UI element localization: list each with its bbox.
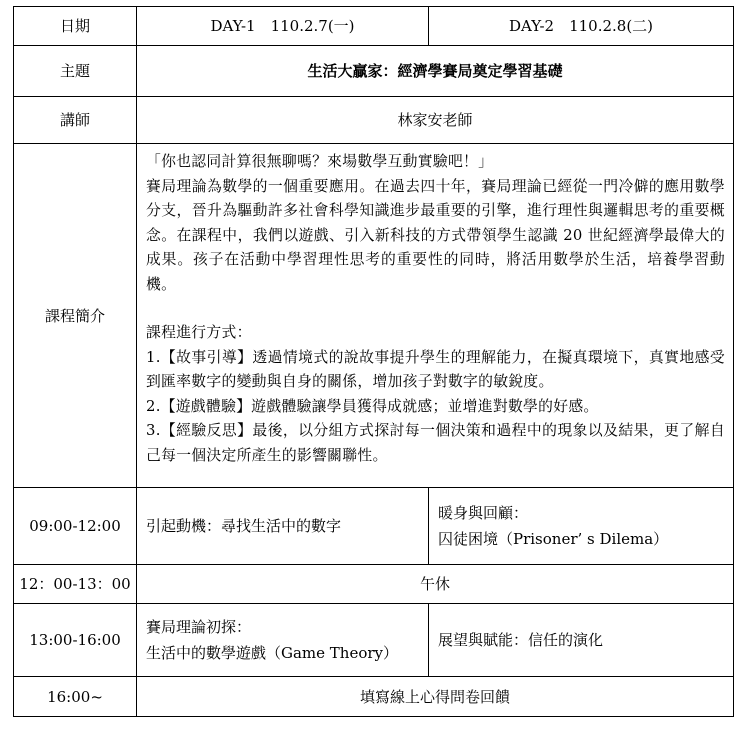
time-slot: 16:00~	[14, 677, 137, 717]
lecturer-value: 林家安老師	[137, 97, 734, 144]
schedule-row-afternoon	[14, 604, 734, 677]
session-line: 賽局理論初探：	[146, 618, 252, 636]
schedule-row-morning	[14, 488, 734, 565]
session-line: 展望與賦能：信任的演化	[438, 631, 604, 649]
time-slot: 12：00-13：00	[14, 565, 137, 604]
method-item-3: 3.【經驗反思】最後，以分組方式探討每一個決策和過程中的現象以及結果，更了解自己每一個決定所產生的影響關聯性。	[146, 422, 725, 464]
intro-quote: 「你也認同計算很無聊嗎？來場數學互動實驗吧！」	[146, 153, 494, 170]
theme-value: 生活大贏家：經濟學賽局奠定學習基礎	[137, 46, 734, 97]
intro-row	[14, 144, 734, 488]
theme-row	[14, 46, 734, 97]
feedback-session: 填寫線上心得問卷回饋	[137, 677, 734, 717]
session-line: 暖身與回顧：	[438, 504, 529, 522]
intro-content	[137, 144, 734, 488]
day2-date: DAY-2 110.2.8(二)	[429, 7, 734, 46]
lunch-session: 午休	[137, 565, 734, 604]
day2-session	[429, 604, 734, 677]
session-line: 生活中的數學遊戲（Game Theory）	[146, 644, 399, 662]
method-item-2: 2.【遊戲體驗】遊戲體驗讓學員獲得成就感；並增進對數學的好感。	[146, 397, 599, 415]
course-schedule-table	[13, 6, 734, 717]
schedule-row-feedback	[14, 677, 734, 717]
intro-label: 課程簡介	[14, 144, 137, 488]
method-title: 課程進行方式：	[146, 324, 252, 341]
theme-label: 主題	[14, 46, 137, 97]
session-line: 囚徒困境（Prisoner’ s Dilema）	[438, 530, 669, 548]
lecturer-row	[14, 97, 734, 144]
time-slot: 13:00-16:00	[14, 604, 137, 677]
day2-session	[429, 488, 734, 565]
time-slot: 09:00-12:00	[14, 488, 137, 565]
day1-session	[137, 604, 429, 677]
date-row	[14, 7, 734, 46]
intro-paragraph: 賽局理論為數學的一個重要應用。在過去四十年，賽局理論已經從一門冷僻的應用數學分支，晉升為驅動許多社會科學知識進步最重要的引擎，進行理性與邏輯思考的重要概念。在課程中，我們以遊戲、引入新科技的方式帶領學生認識 20 世紀經濟學最偉大的成果。孩子在活動中學習理性思考的重要性的同時，將活用數學於生活，培養學習動機。	[146, 177, 725, 293]
day1-session	[137, 488, 429, 565]
session-line: 引起動機：尋找生活中的數字	[146, 517, 342, 535]
day1-date: DAY-1 110.2.7(一)	[137, 7, 429, 46]
method-item-1: 1.【故事引導】透過情境式的說故事提升學生的理解能力，在擬真環境下，真實地感受到匯率數字的變動與自身的關係，增加孩子對數字的敏銳度。	[146, 348, 725, 390]
lecturer-label: 講師	[14, 97, 137, 144]
schedule-row-lunch	[14, 565, 734, 604]
date-label: 日期	[14, 7, 137, 46]
